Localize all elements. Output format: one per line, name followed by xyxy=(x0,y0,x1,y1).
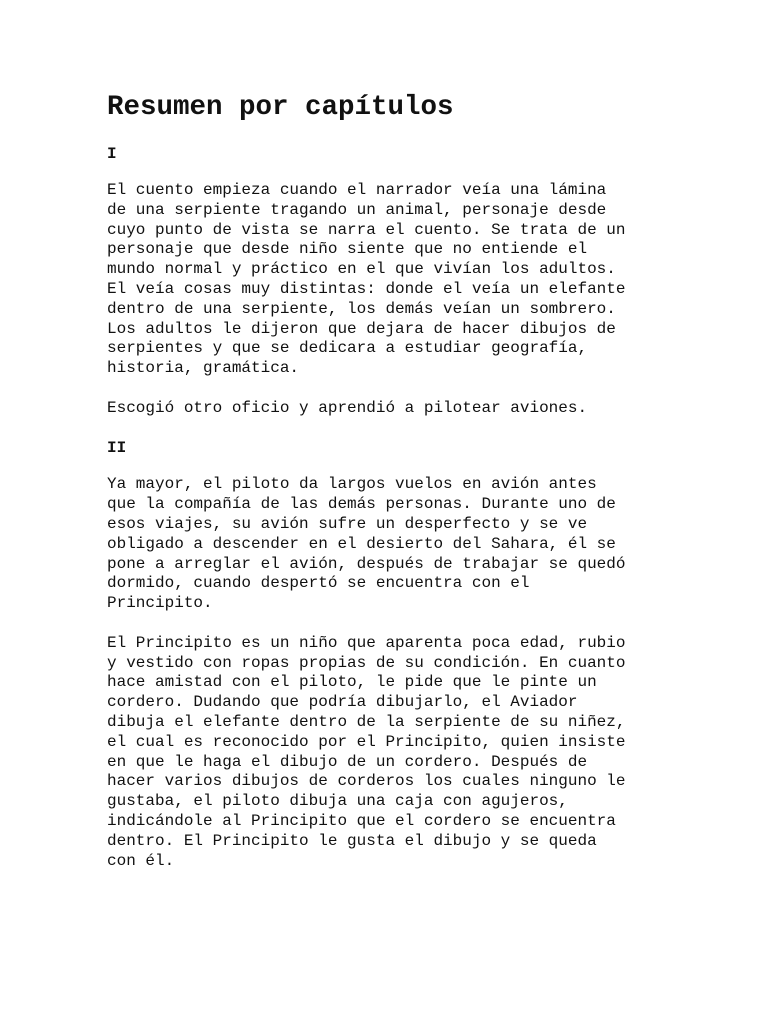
chapter-heading: II xyxy=(107,439,127,458)
paragraph: Escogió otro oficio y aprendió a pilotear aviones. xyxy=(107,398,588,417)
paragraph: Ya mayor, el piloto da largos vuelos en avión antes que la compañía de las demás personas. Durante uno de esos viajes, su avión sufre un desperfecto y se ve obligado a descender en el desierto del Sahara, él se pone a arreglar el avión, después de trabajar se quedó dormido, cuando despertó se encuentra con el Principito. xyxy=(107,475,626,613)
paragraph: El Principito es un niño que aparenta poca edad, rubio y vestido con ropas propias de su condición. En cuanto hace amistad con el piloto, le pide que le pinte un cordero. Dudando que podría dibujarlo, el Aviador dibuja el elefante dentro de la serpiente de su niñez, el cual es reconocido por el Principito, quien insiste en que le haga el dibujo de un cordero. Después de hacer varios dibujos de corderos los cuales ninguno le gustaba, el piloto dibuja una caja con agujeros, indicándole al Principito que el cordero se encuentra dentro. El Principito le gusta el dibujo y se queda con él. xyxy=(107,633,626,870)
chapter-section-2 xyxy=(107,438,667,871)
document-page xyxy=(107,92,667,891)
chapter-section-1 xyxy=(107,144,667,419)
chapter-heading: I xyxy=(107,145,117,163)
document-title: Resumen por capítulos xyxy=(107,92,454,123)
paragraph: El cuento empieza cuando el narrador veía una lámina de una serpiente tragando un animal, personaje desde cuyo punto de vista se narra el cuento. Se trata de un personaje que desde niño siente que no entiende el mundo normal y práctico en el que vivían los adultos. El veía cosas muy distintas: donde el veía un elefante dentro de una serpiente, los demás veían un sombrero. Los adultos le dijeron que dejara de hacer dibujos de serpientes y que se dedicara a estudiar geografía, historia, gramática. xyxy=(107,181,626,378)
